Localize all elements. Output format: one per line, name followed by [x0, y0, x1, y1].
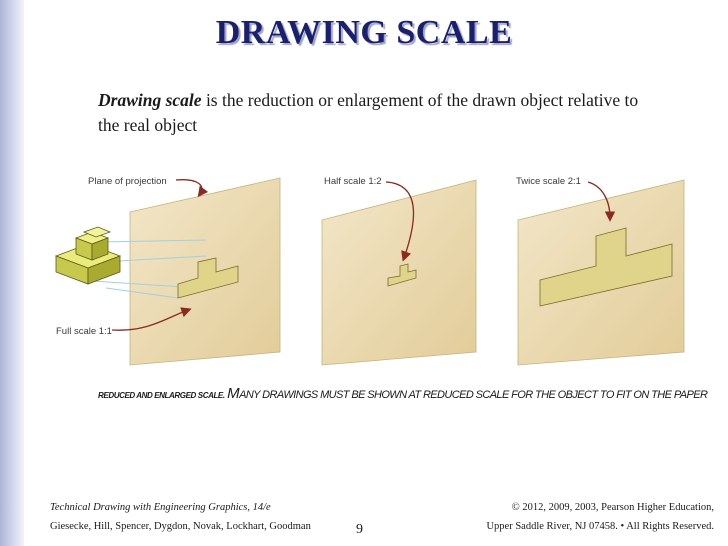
twice-scale-label: Twice scale 2:1 — [516, 176, 581, 187]
scale-figure — [48, 160, 720, 372]
copyright-line-1: © 2012, 2009, 2003, Pearson Higher Education, — [511, 502, 714, 513]
authors: Giesecke, Hill, Spencer, Dygdon, Novak, Lockhart, Goodman — [50, 521, 311, 532]
arrow-plane — [176, 180, 202, 194]
twice-scale-panel — [516, 176, 684, 365]
footer-right — [486, 498, 714, 536]
caption-first-letter: M — [227, 385, 240, 402]
plane-of-projection-label: Plane of projection — [88, 176, 167, 187]
footer-left — [50, 498, 311, 536]
caption-lead: REDUCED AND ENLARGED SCALE. — [98, 391, 225, 400]
caption-text: ANY DRAWINGS MUST BE SHOWN AT REDUCED SCALE FOR THE OBJECT TO FIT ON THE PAPER — [239, 389, 708, 401]
slide-title: DRAWING SCALE — [215, 14, 513, 51]
full-scale-label: Full scale 1:1 — [56, 326, 112, 337]
copyright-line-2: Upper Saddle River, NJ 07458. • All Rights Reserved. — [486, 521, 714, 532]
page-number: 9 — [356, 522, 363, 537]
definition-text: is the reduction or enlargement of the drawn object relative to the real object — [98, 90, 639, 135]
figure-caption — [98, 385, 718, 402]
half-scale-panel — [322, 176, 476, 365]
object-3d — [56, 227, 120, 284]
definition-paragraph — [98, 88, 658, 138]
book-title: Technical Drawing with Engineering Graphics, 14/e — [50, 502, 271, 513]
definition-term: Drawing scale — [98, 90, 202, 110]
full-scale-panel — [56, 176, 280, 365]
half-scale-label: Half scale 1:2 — [324, 176, 382, 187]
projection-plane-half — [322, 180, 476, 365]
left-decorative-bar — [0, 0, 24, 546]
